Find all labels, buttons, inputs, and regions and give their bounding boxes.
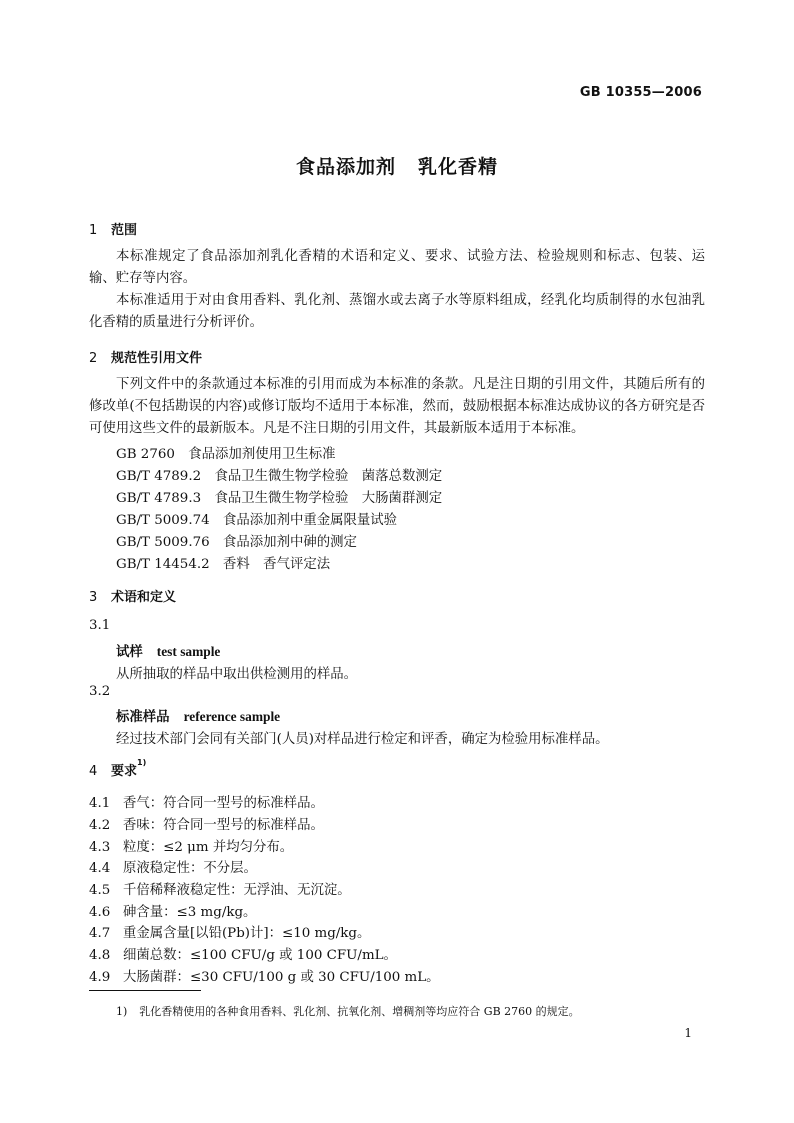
section-title: 范围 [111,223,138,238]
section-number: 2 [89,351,98,366]
term-en: test sample [156,644,221,659]
term-1-definition: 从所抽取的样品中取出供检测用的样品。 [116,667,358,682]
requirement-text: 重金属含量[以铅(Pb)计]：≤10 mg/kg。 [123,926,371,941]
requirement-item [89,944,397,963]
requirement-text: 砷含量：≤3 mg/kg。 [123,905,257,920]
requirement-number: 4.8 [89,948,111,963]
section-1-paragraph-1: 本标准规定了食品添加剂乳化香精的术语和定义、要求、试验方法、检验规则和标志、包装、运输、贮存等内容。 [89,249,705,286]
reference-item: GB/T 4789.2 食品卫生微生物学检验 菌落总数测定 [116,469,443,484]
section-title: 术语和定义 [111,590,177,605]
requirement-item [89,857,257,876]
requirement-text: 大肠菌群：≤30 CFU/100 g 或 30 CFU/100 mL。 [123,970,440,985]
requirement-item [89,792,324,811]
section-title: 要求 [111,764,138,779]
page-title [0,152,794,179]
reference-item: GB/T 4789.3 食品卫生微生物学检验 大肠菌群测定 [116,491,443,506]
page-number: 1 [684,1026,692,1040]
requirement-number: 4.4 [89,861,111,876]
requirement-text: 粒度：≤2 μm 并均匀分布。 [123,840,294,855]
section-3-heading [89,586,176,605]
standard-code: GB 10355—2006 [579,85,702,100]
title-part2: 乳化香精 [418,156,499,178]
section-1-paragraph-2: 本标准适用于对由食用香料、乳化剂、蒸馏水或去离子水等原料组成，经乳化均质制得的水包油乳化香精的质量进行分析评价。 [89,293,705,330]
title-part1: 食品添加剂 [295,156,396,178]
section-title: 规范性引用文件 [111,351,203,366]
section-number: 3 [89,590,98,605]
footnote-divider [89,990,201,991]
requirement-number: 4.2 [89,818,111,833]
section-1-heading [89,219,137,238]
requirement-number: 4.3 [89,840,111,855]
requirement-text: 香味：符合同一型号的标准样品。 [123,818,324,833]
requirement-item [89,901,256,920]
requirement-item [89,814,324,833]
requirement-number: 4.9 [89,970,111,985]
requirement-text: 香气：符合同一型号的标准样品。 [123,796,324,811]
requirement-number: 4.5 [89,883,111,898]
requirement-item [89,836,293,855]
term-1-title [116,641,220,660]
reference-item: GB 2760 食品添加剂使用卫生标准 [116,447,336,462]
footnote [116,1003,580,1019]
section-number: 4 [89,764,98,779]
requirement-number: 4.7 [89,926,111,941]
term-2-number: 3.2 [89,684,111,699]
requirement-item [89,922,370,941]
section-4-heading [89,760,146,779]
footnote-reference[interactable]: 1) [137,758,147,767]
term-1-number: 3.1 [89,618,111,633]
term-en: reference sample [183,709,281,724]
requirement-text: 细菌总数：≤100 CFU/g 或 100 CFU/mL。 [123,948,397,963]
term-zh: 试样 [116,644,143,660]
requirement-text: 原液稳定性：不分层。 [123,861,257,876]
section-number: 1 [89,223,98,238]
term-2-definition: 经过技术部门会同有关部门(人员)对样品进行检定和评香，确定为检验用标准样品。 [116,732,609,747]
section-2-heading [89,347,202,366]
requirement-item [89,879,351,898]
section-2-paragraph-1: 下列文件中的条款通过本标准的引用而成为本标准的条款。凡是注日期的引用文件，其随后所有的修改单(不包括勘误的内容)或修订版均不适用于本标准，然而，鼓励根据本标准达成协议的各方研究是否可使用这些文件的最新版本。凡是不注日期的引用文件，其最新版本适用于本标准。 [89,377,705,436]
requirement-number: 4.6 [89,905,111,920]
footnote-mark: 1) [116,1005,128,1018]
requirement-number: 4.1 [89,796,111,811]
term-2-title [116,706,280,725]
requirement-text: 千倍稀释液稳定性：无浮油、无沉淀。 [123,883,351,898]
term-zh: 标准样品 [116,709,170,725]
footnote-text: 乳化香精使用的各种食用香料、乳化剂、抗氧化剂、增稠剂等均应符合 GB 2760 的规定。 [139,1005,580,1018]
requirement-item [89,966,440,985]
reference-item: GB/T 14454.2 香料 香气评定法 [116,557,331,572]
reference-item: GB/T 5009.74 食品添加剂中重金属限量试验 [116,513,398,528]
reference-item: GB/T 5009.76 食品添加剂中砷的测定 [116,535,357,550]
